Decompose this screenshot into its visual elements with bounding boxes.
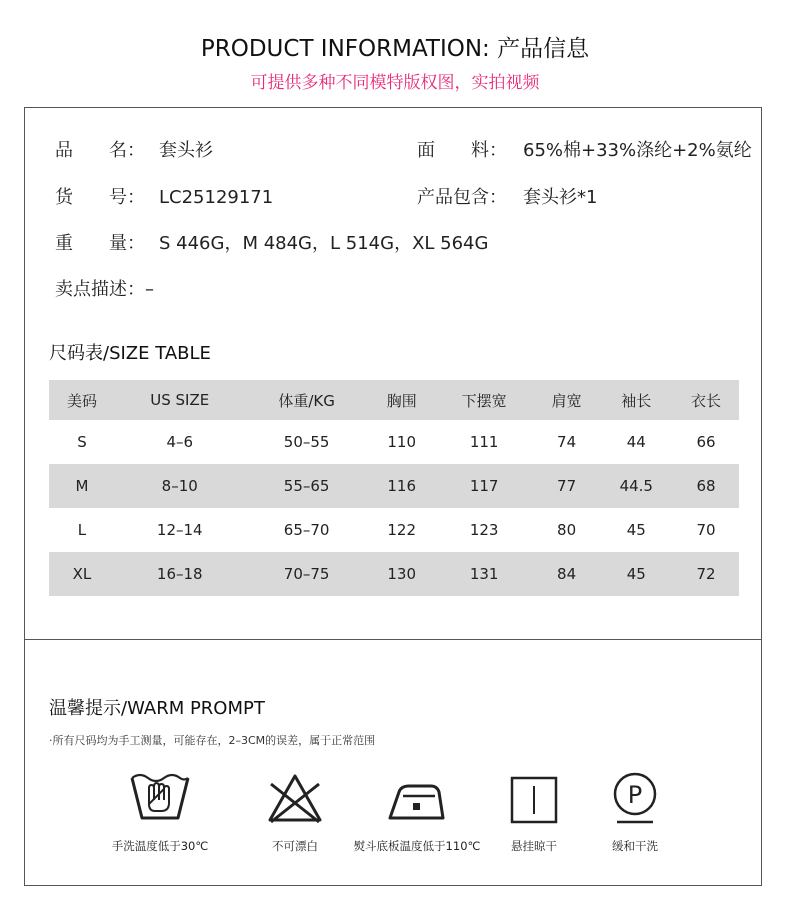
table-cell: 111	[469, 433, 499, 451]
table-cell: 72	[673, 552, 739, 596]
table-header-row	[49, 380, 739, 420]
table-cell: 66	[696, 433, 716, 451]
table-cell: 55–65	[245, 464, 369, 508]
table-cell: 130	[369, 552, 435, 596]
info-includes-label: 产品包含：	[417, 187, 507, 208]
info-selling-value: –	[145, 279, 154, 300]
care-label: 缓和干洗	[612, 839, 658, 853]
table-cell: 116	[369, 464, 435, 508]
care-label: 熨斗底板温度低于110℃	[353, 839, 481, 853]
table-row	[49, 420, 739, 464]
col-header: 衣长	[673, 380, 739, 420]
care-label: 悬挂晾干	[511, 839, 557, 853]
care-item-hand-wash	[95, 770, 225, 854]
table-cell: 110	[387, 433, 417, 451]
care-item-no-bleach	[240, 770, 350, 854]
care-item-hang-dry	[492, 770, 576, 854]
table-cell: 8–10	[115, 464, 245, 508]
table-cell: 4–6	[166, 433, 194, 451]
table-cell: 77	[534, 464, 600, 508]
table-cell: 74	[557, 433, 577, 451]
table-cell: 12–14	[156, 521, 203, 539]
table-cell: 50–55	[283, 433, 330, 451]
info-weight	[55, 229, 488, 255]
info-selling	[55, 275, 154, 301]
col-header: 体重/KG	[245, 380, 369, 420]
table-cell: 16–18	[115, 552, 245, 596]
hang-dry-icon	[506, 770, 562, 826]
page-title: PRODUCT INFORMATION: 产品信息	[200, 36, 590, 62]
section-divider	[25, 639, 761, 640]
info-fabric-label: 面 料：	[417, 140, 507, 161]
info-includes	[417, 183, 597, 209]
care-item-iron	[347, 770, 487, 854]
table-cell: 70	[696, 521, 716, 539]
table-cell: S	[77, 433, 87, 451]
size-table-heading: 尺码表/SIZE TABLE	[49, 343, 211, 364]
table-cell: L	[77, 521, 87, 539]
table-cell: 117	[435, 464, 534, 508]
col-header: 肩宽	[534, 380, 600, 420]
table-cell: 131	[435, 552, 534, 596]
col-header: 美码	[49, 380, 115, 420]
table-row	[49, 552, 739, 596]
table-row	[49, 464, 739, 508]
care-item-dry-clean	[593, 770, 677, 854]
measurement-note: ·所有尺码均为手工测量，可能存在，2–3CM的误差，属于正常范围	[49, 734, 376, 747]
table-cell: 44	[626, 433, 646, 451]
page-subtitle: 可提供多种不同模特版权图，实拍视频	[250, 73, 540, 93]
info-selling-label: 卖点描述：	[55, 279, 145, 300]
hand-wash-icon	[128, 770, 192, 826]
info-includes-value: 套头衫*1	[523, 187, 598, 208]
dry-clean-icon	[607, 770, 663, 826]
table-cell: 45	[626, 521, 646, 539]
table-cell: 123	[469, 521, 499, 539]
dry-clean-letter: P	[627, 781, 643, 809]
col-header: US SIZE	[115, 380, 245, 420]
table-cell: 80	[557, 521, 577, 539]
table-cell: XL	[49, 552, 115, 596]
info-weight-label: 重 量：	[55, 233, 145, 254]
info-code-label: 货 号：	[55, 187, 145, 208]
info-code	[55, 183, 273, 209]
info-name-label: 品 名：	[55, 140, 145, 161]
table-cell: 70–75	[245, 552, 369, 596]
table-cell: 45	[600, 552, 673, 596]
care-label: 不可漂白	[272, 839, 318, 853]
col-header: 袖长	[600, 380, 673, 420]
info-fabric	[417, 136, 752, 162]
warm-prompt-heading: 温馨提示/WARM PROMPT	[49, 698, 265, 719]
care-label: 手洗温度低于30℃	[111, 839, 209, 853]
info-code-value: LC25129171	[159, 187, 274, 208]
iron-icon	[385, 770, 449, 826]
info-name-value: 套头衫	[159, 140, 213, 161]
table-cell: 84	[534, 552, 600, 596]
table-cell: M	[49, 464, 115, 508]
info-fabric-value: 65%棉+33%涤纶+2%氨纶	[523, 140, 752, 161]
table-cell: 44.5	[600, 464, 673, 508]
table-cell: 65–70	[283, 521, 330, 539]
table-cell: 68	[673, 464, 739, 508]
info-name	[55, 136, 213, 162]
col-header: 胸围	[369, 380, 435, 420]
table-row	[49, 508, 739, 552]
col-header: 下摆宽	[435, 380, 534, 420]
info-box	[24, 107, 762, 886]
size-table	[49, 380, 739, 596]
table-cell: 122	[387, 521, 417, 539]
no-bleach-icon	[265, 770, 325, 826]
info-weight-value: S 446G，M 484G，L 514G，XL 564G	[159, 233, 489, 254]
